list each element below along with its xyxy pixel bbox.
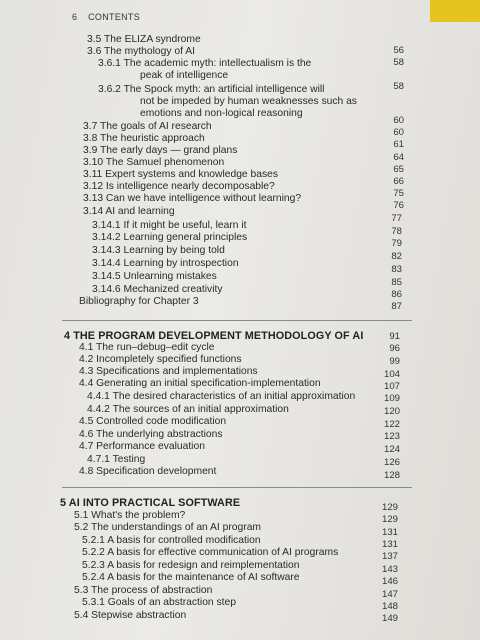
- chapter-heading: 5 AI INTO PRACTICAL SOFTWARE: [60, 497, 241, 509]
- toc-entry: 3.6 The mythology of AI: [87, 46, 195, 57]
- toc-page-number: 99: [389, 356, 400, 367]
- header-title: CONTENTS: [88, 12, 141, 22]
- toc-entry: 4.7 Performance evaluation: [79, 441, 205, 452]
- chapter-heading: 4 THE PROGRAM DEVELOPMENT METHODOLOGY OF AI: [64, 330, 364, 342]
- toc-page-number: 146: [381, 576, 398, 587]
- toc-entry-continuation: peak of intelligence: [140, 70, 229, 81]
- toc-page-number: 85: [391, 277, 402, 288]
- toc-entry: 5.2.4 A basis for the maintenance of AI software: [82, 572, 300, 583]
- toc-entry: 3.11 Expert systems and knowledge bases: [83, 169, 278, 180]
- toc-page-number: 107: [383, 381, 400, 392]
- toc-page-number: 75: [393, 188, 404, 199]
- toc-entry: 4.7.1 Testing: [87, 454, 146, 465]
- toc-page-number: 131: [381, 539, 398, 550]
- toc-entry: 3.6.2 The Spock myth: an artificial intelligence will: [98, 84, 325, 95]
- toc-page-number: 148: [381, 601, 398, 612]
- toc-entry: 3.8 The heuristic approach: [83, 133, 205, 144]
- toc-entry: 3.9 The early days — grand plans: [83, 145, 238, 156]
- toc-entry: 4.3 Specifications and implementations: [79, 366, 258, 377]
- toc-page-number: 147: [381, 589, 398, 600]
- chapter-page-number: 129: [381, 502, 398, 513]
- toc-page-number: 86: [391, 289, 402, 300]
- toc-entry: 3.14.6 Mechanized creativity: [92, 284, 223, 295]
- toc-page-number: 137: [381, 551, 398, 562]
- toc-page-number: 76: [393, 200, 404, 211]
- toc-entry: 3.14.3 Learning by being told: [92, 245, 225, 256]
- toc-entry: 4.5 Controlled code modification: [79, 416, 227, 427]
- toc-page-number: 87: [391, 301, 402, 312]
- toc-entry: 3.14 AI and learning: [83, 206, 175, 217]
- section-divider: [62, 320, 412, 321]
- toc-entry: 3.5 The ELIZA syndrome: [87, 34, 201, 45]
- toc-page-number: 122: [383, 419, 400, 430]
- toc-entry: 5.4 Stepwise abstraction: [74, 610, 187, 621]
- toc-page-number: 131: [381, 527, 398, 538]
- chapter-page-number: 91: [389, 331, 400, 342]
- toc-page-number: 64: [393, 152, 404, 163]
- toc-entry: 3.14.1 If it might be useful, learn it: [92, 220, 247, 231]
- toc-page-number: 123: [383, 431, 400, 442]
- toc-entry: 3.10 The Samuel phenomenon: [83, 157, 225, 168]
- toc-page-number: 149: [381, 613, 398, 624]
- toc-entry: 5.2.1 A basis for controlled modification: [82, 535, 261, 546]
- toc-page-number: 96: [389, 343, 400, 354]
- toc-page-number: 120: [383, 406, 400, 417]
- toc-page-number: 65: [393, 164, 404, 175]
- toc-entry: 3.6.1 The academic myth: intellectualism is the: [98, 58, 312, 69]
- toc-entry: 3.7 The goals of AI research: [83, 121, 212, 132]
- toc-page-number: 82: [391, 251, 402, 262]
- toc-entry: 3.12 Is intelligence nearly decomposable?: [83, 181, 275, 192]
- toc-page-number: 109: [383, 393, 400, 404]
- toc-page-number: 66: [393, 176, 404, 187]
- toc-page-number: 78: [391, 226, 402, 237]
- toc-page-number: 61: [393, 139, 404, 150]
- toc-entry: 4.4.1 The desired characteristics of an initial approximation: [87, 391, 356, 402]
- toc-entry: 4.8 Specification development: [79, 466, 217, 477]
- toc-page-number: 143: [381, 564, 398, 575]
- toc-page-number: 60: [393, 127, 404, 138]
- toc-page-number: 126: [383, 457, 400, 468]
- toc-page-number: 77: [391, 213, 402, 224]
- toc-page-number: 104: [383, 369, 400, 380]
- toc-entry: 4.2 Incompletely specified functions: [79, 354, 242, 365]
- toc-entry: 5.2 The understandings of an AI program: [74, 522, 261, 533]
- toc-entry: 5.3.1 Goals of an abstraction step: [82, 597, 236, 608]
- toc-entry: 5.2.2 A basis for effective communication of AI programs: [82, 547, 339, 558]
- toc-page-number: 128: [383, 470, 400, 481]
- toc-page-number: 58: [393, 57, 404, 68]
- toc-entry-continuation: emotions and non-logical reasoning: [140, 108, 303, 119]
- section-divider: [62, 487, 412, 488]
- toc-entry: 4.6 The underlying abstractions: [79, 429, 223, 440]
- toc-entry: 4.1 The run–debug–edit cycle: [79, 342, 215, 353]
- toc-entry: 4.4 Generating an initial specification-implementation: [79, 378, 321, 389]
- toc-page-number: 83: [391, 264, 402, 275]
- toc-entry: 4.4.2 The sources of an initial approximation: [87, 404, 289, 415]
- toc-entry: 3.13 Can we have intelligence without learning?: [83, 193, 302, 204]
- header-page-number: 6: [72, 12, 78, 22]
- toc-entry: 3.14.5 Unlearning mistakes: [92, 271, 217, 282]
- toc-entry: 3.14.2 Learning general principles: [92, 232, 248, 243]
- toc-page-number: 56: [393, 45, 404, 56]
- toc-page-number: 58: [393, 81, 404, 92]
- toc-entry-bibliography: Bibliography for Chapter 3: [79, 296, 199, 307]
- toc-page-number: 79: [391, 238, 402, 249]
- toc-entry: 5.2.3 A basis for redesign and reimplementation: [82, 560, 300, 571]
- toc-entry-continuation: not be impeded by human weaknesses such as: [140, 96, 357, 107]
- toc-page-number: 60: [393, 115, 404, 126]
- toc-page-number: 124: [383, 444, 400, 455]
- toc-entry: 5.3 The process of abstraction: [74, 585, 213, 596]
- toc-entry: 5.1 What's the problem?: [74, 510, 186, 521]
- toc-page-number: 129: [381, 514, 398, 525]
- toc-entry: 3.14.4 Learning by introspection: [92, 258, 239, 269]
